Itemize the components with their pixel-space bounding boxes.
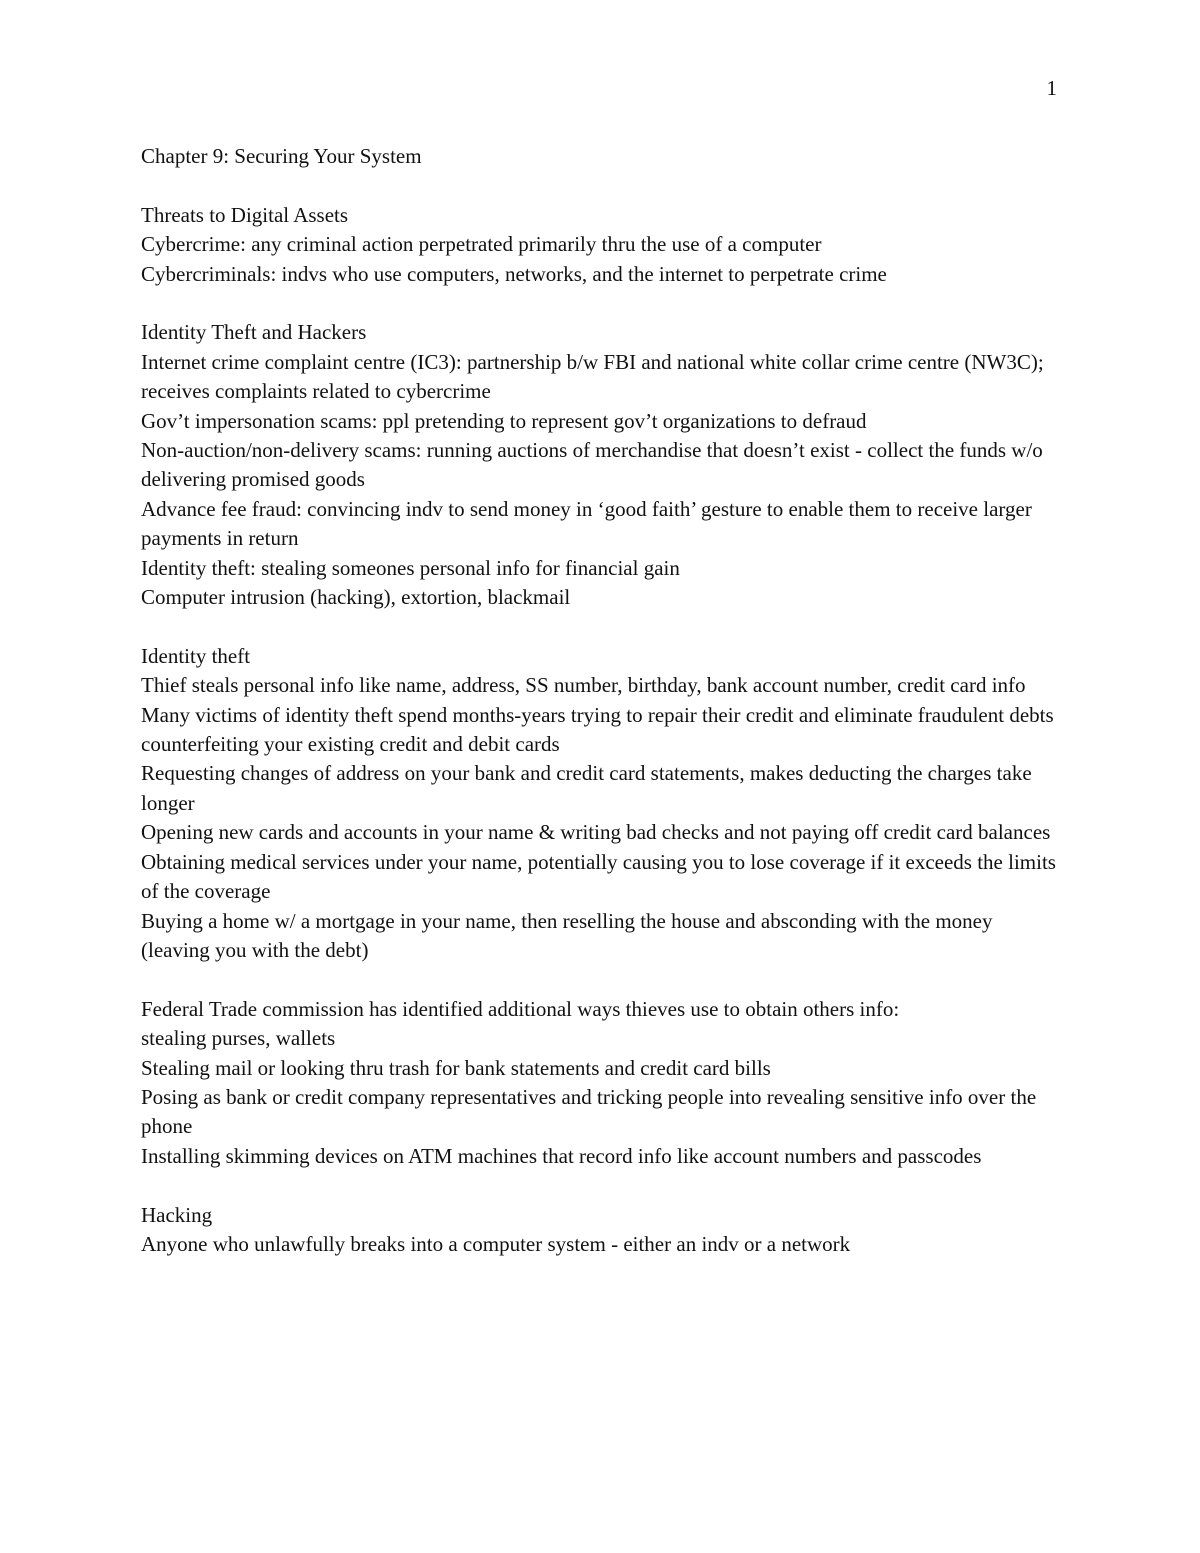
section-line: Internet crime complaint centre (IC3): partnership b/w FBI and national white collar crime centre (NW3C); receives complaints related to cybercrime <box>141 349 1044 404</box>
section-line: Advance fee fraud: convincing indv to send money in ‘good faith’ gesture to enable them to receive larger payments in return <box>141 496 1032 551</box>
blank-line <box>141 612 1066 641</box>
section-heading: Identity Theft and Hackers <box>141 320 367 345</box>
section-line: Identity theft: stealing someones personal info for financial gain <box>141 555 680 580</box>
chapter-title: Chapter 9: Securing Your System <box>141 144 422 168</box>
blank-line <box>141 965 1066 994</box>
section-line: Stealing mail or looking thru trash for bank statements and credit card bills <box>141 1055 771 1080</box>
section-heading: Federal Trade commission has identified additional ways thieves use to obtain others info: <box>141 996 900 1021</box>
document-body <box>141 142 1066 1259</box>
section-line: Many victims of identity theft spend months-years trying to repair their credit and eliminate fraudulent debts <box>141 702 1054 727</box>
section-line: Requesting changes of address on your bank and credit card statements, makes deducting the charges take longer <box>141 761 1032 815</box>
section-line: Buying a home w/ a mortgage in your name, then reselling the house and absconding with the money (leaving you with the debt) <box>141 908 993 962</box>
page-number: 1 <box>1046 76 1057 100</box>
section-line: Cybercrime: any criminal action perpetrated primarily thru the use of a computer <box>141 232 822 257</box>
section-heading: Identity theft <box>141 643 251 668</box>
section-line: Gov’t impersonation scams: ppl pretending to represent gov’t organizations to defraud <box>141 408 867 433</box>
section-line: Installing skimming devices on ATM machines that record info like account numbers and passcodes <box>141 1143 982 1168</box>
section-heading: Threats to Digital Assets <box>141 202 349 227</box>
section-heading: Hacking <box>141 1202 213 1227</box>
section-line: counterfeiting your existing credit and debit cards <box>141 732 560 757</box>
section-line: Opening new cards and accounts in your name & writing bad checks and not paying off credit card balances <box>141 820 1051 845</box>
section-line: Computer intrusion (hacking), extortion, blackmail <box>141 585 571 610</box>
blank-line <box>141 1171 1066 1200</box>
section-line: stealing purses, wallets <box>141 1026 336 1051</box>
section-line: Cybercriminals: indvs who use computers, networks, and the internet to perpetrate crime <box>141 261 887 286</box>
section-line: Non-auction/non-delivery scams: running auctions of merchandise that doesn’t exist - collect the funds w/o delivering promised goods <box>141 438 1043 492</box>
blank-line <box>141 171 1066 200</box>
section-line: Thief steals personal info like name, address, SS number, birthday, bank account number, credit card info <box>141 673 1026 698</box>
section-line: Posing as bank or credit company representatives and tricking people into revealing sensitive info over the phone <box>141 1084 1037 1139</box>
section-line: Obtaining medical services under your name, potentially causing you to lose coverage if it exceeds the limits of the coverage <box>141 849 1056 904</box>
blank-line <box>141 289 1066 318</box>
section-line: Anyone who unlawfully breaks into a computer system - either an indv or a network <box>141 1231 851 1256</box>
